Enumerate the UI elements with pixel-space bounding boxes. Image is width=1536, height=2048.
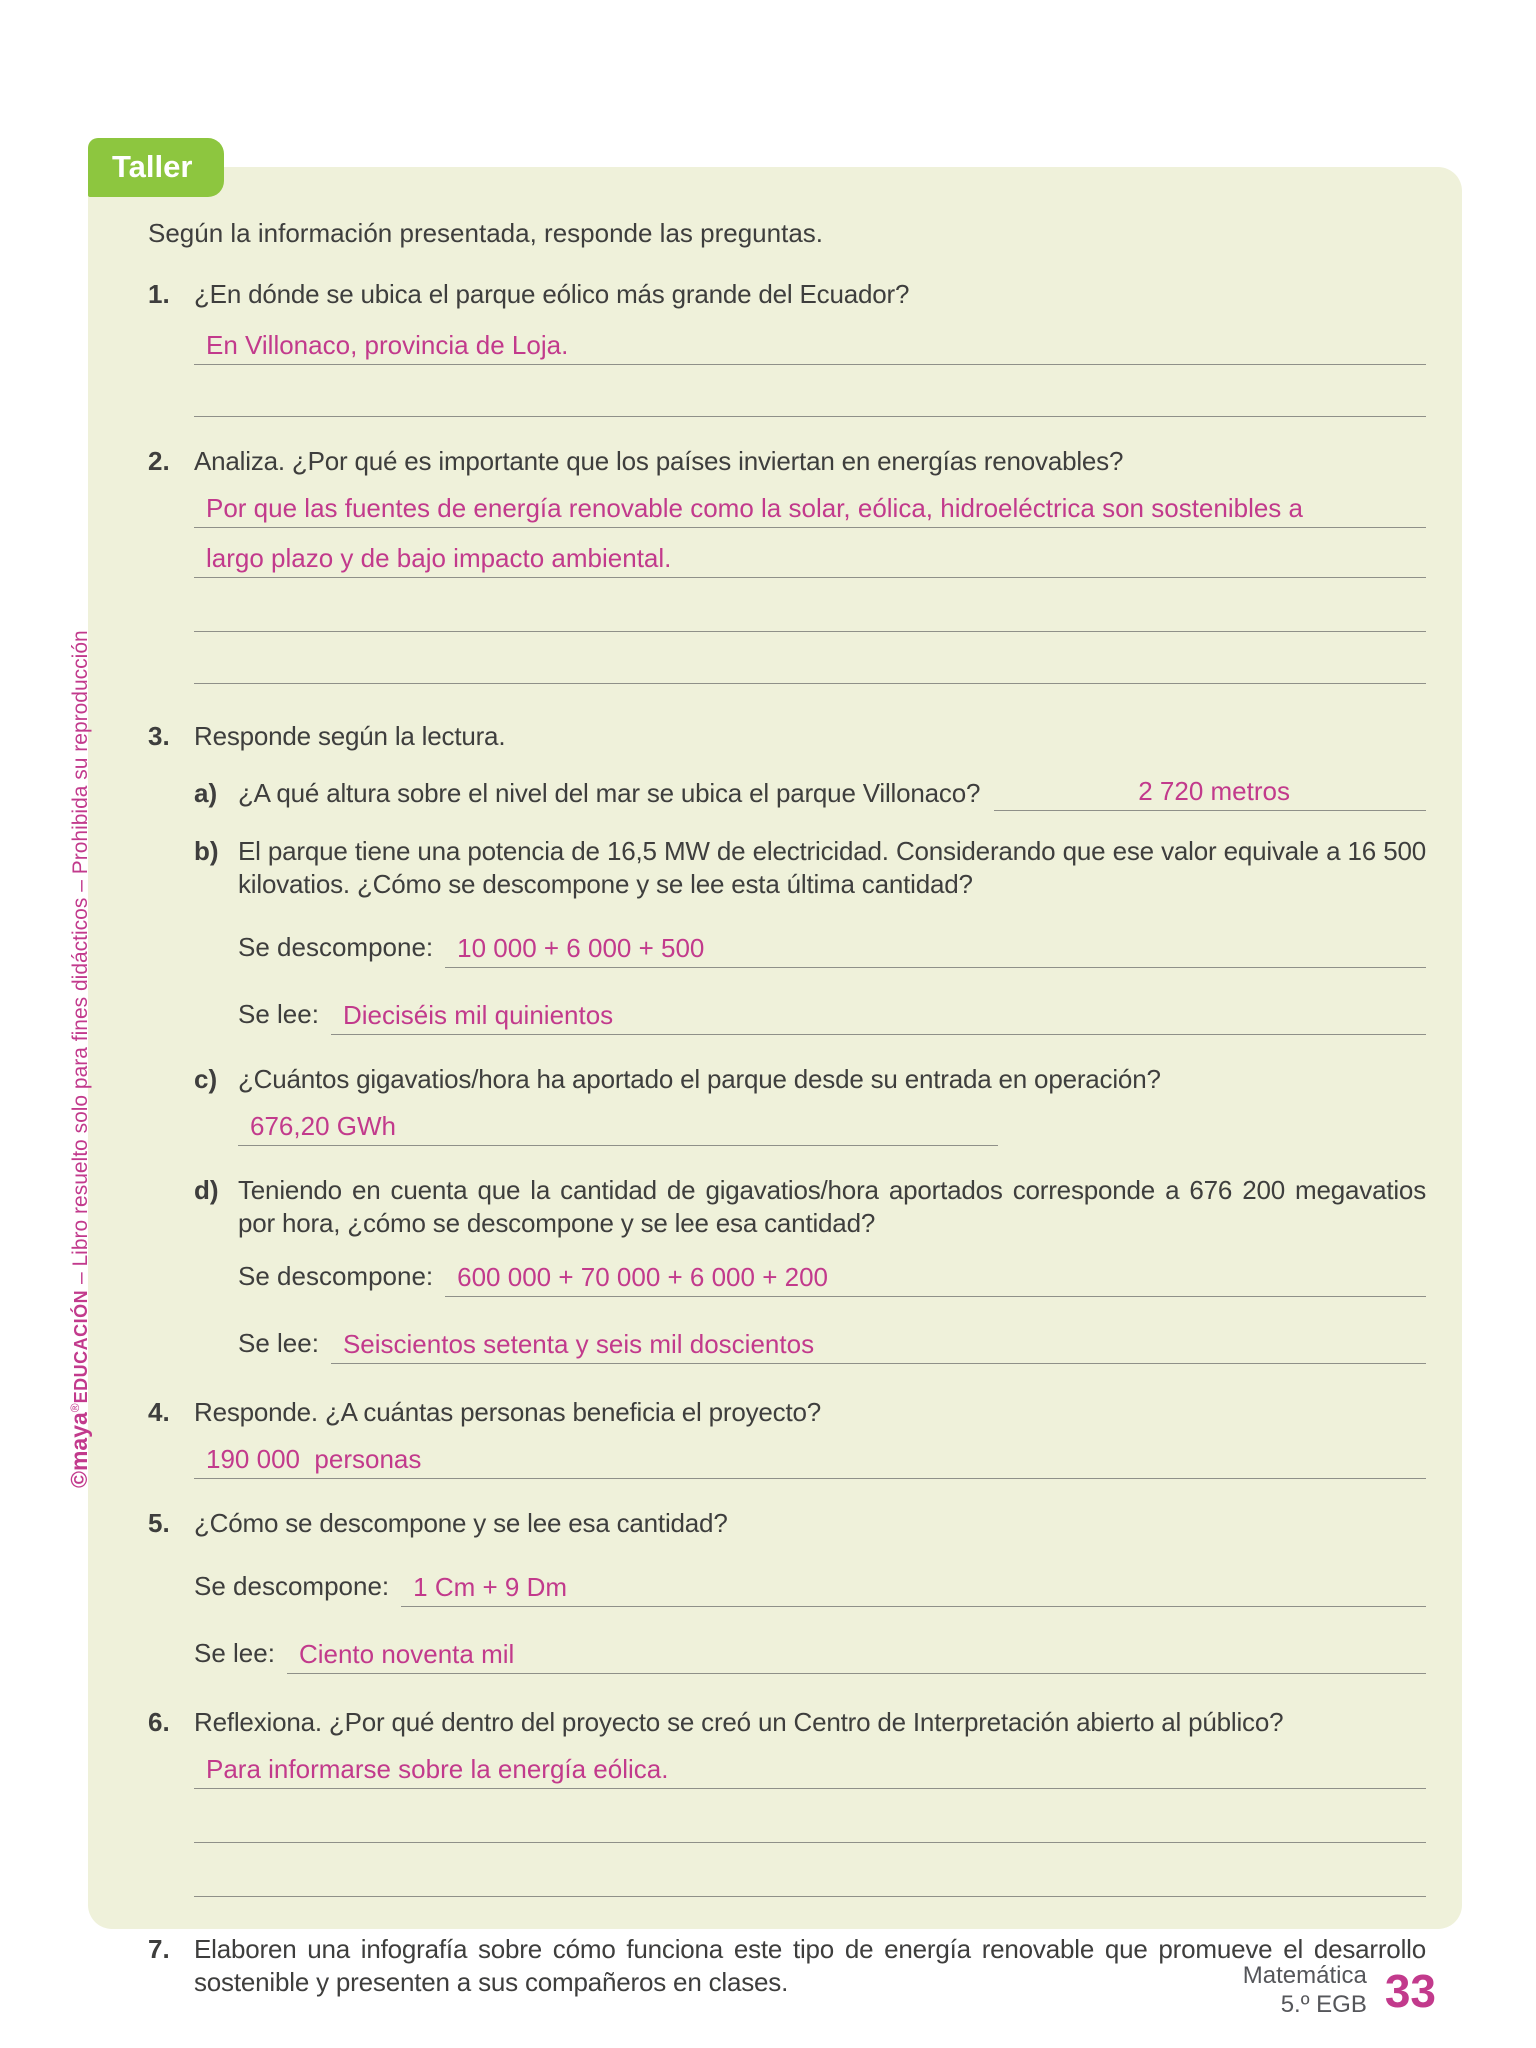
question-2-answer-line-empty-2	[194, 644, 1426, 684]
taller-badge	[88, 138, 224, 197]
question-3d-decompose-field	[238, 1254, 1426, 1297]
copyright-sidebar	[62, 630, 94, 1488]
question-6-number: 6.	[148, 1707, 170, 1737]
question-3-number: 3.	[148, 721, 170, 751]
question-2-answer-line-empty-1	[194, 592, 1426, 632]
footer-subject: Matemática	[1242, 1962, 1367, 1989]
question-4-text: Responde. ¿A cuántas personas beneficia el proyecto?	[194, 1397, 822, 1427]
question-5-read-label: Se lee:	[194, 1638, 275, 1668]
question-4-answer: 190 000 personas	[206, 1444, 422, 1474]
question-3b-text: El parque tiene una potencia de 16,5 MW de electricidad. Considerando que ese valor equivale a 16 500 kilovatios. ¿Cómo se descompone y se lee esta última cantidad?	[238, 836, 1426, 899]
question-3d-read-value: Seiscientos setenta y seis mil doscientos	[342, 1329, 815, 1359]
question-7	[148, 1933, 1426, 1999]
question-3a	[194, 777, 1426, 811]
question-3c-answer: 676,20 GWh	[250, 1111, 396, 1141]
question-7-number: 7.	[148, 1934, 170, 1964]
question-2-text: Analiza. ¿Por qué es importante que los países inviertan en energías renovables?	[194, 446, 1124, 476]
question-3b-read-field	[238, 992, 1426, 1035]
question-3b-read-label: Se lee:	[238, 999, 319, 1029]
question-3b-read-line	[331, 992, 1426, 1035]
footer-grade: 5.º EGB	[1280, 1990, 1367, 2018]
question-3b-read-value: Dieciséis mil quinientos	[342, 1000, 614, 1030]
question-3-text: Responde según la lectura.	[194, 721, 506, 751]
question-5-decompose-field	[194, 1564, 1426, 1607]
question-4-number: 4.	[148, 1397, 170, 1427]
question-3a-answer: 2 720 metros	[1138, 776, 1290, 806]
question-6-answer-line-empty-2	[194, 1857, 1426, 1897]
publisher-logo: ©maya	[66, 1412, 92, 1488]
question-2-answer-2: largo plazo y de bajo impacto ambiental.	[206, 543, 672, 573]
question-3b-decompose-field	[238, 925, 1426, 968]
question-1-number: 1.	[148, 279, 170, 309]
question-3d-decompose-value: 600 000 + 70 000 + 6 000 + 200	[457, 1262, 828, 1292]
question-2-number: 2.	[148, 446, 170, 476]
question-5-number: 5.	[148, 1508, 170, 1538]
page-footer	[1243, 1962, 1436, 2020]
question-5-decompose-line	[401, 1564, 1426, 1607]
question-1-answer-line-empty	[194, 377, 1426, 417]
question-6-answer-line-empty-1	[194, 1803, 1426, 1843]
question-5-read-value: Ciento noventa mil	[298, 1639, 515, 1669]
question-3b-letter: b)	[194, 836, 219, 866]
question-3c-answer-line	[238, 1106, 998, 1146]
question-3b-decompose-value: 10 000 + 6 000 + 500	[457, 933, 705, 963]
question-3d-read-field	[238, 1321, 1426, 1364]
question-2	[148, 445, 1426, 478]
question-7-text: Elaboren una infografía sobre cómo funciona este tipo de energía renovable que promueve el desarrollo sostenible y presenten a sus compañeros en clases.	[194, 1934, 1426, 1997]
question-3d-decompose-label: Se descompone:	[238, 1261, 434, 1291]
question-3c-text: ¿Cuántos gigavatios/hora ha aportado el parque desde su entrada en operación?	[238, 1064, 1161, 1094]
question-3a-answer-line	[994, 777, 1426, 811]
question-3d-decompose-line	[445, 1254, 1426, 1297]
question-1-answer-line	[194, 325, 1426, 365]
question-3d-read-label: Se lee:	[238, 1328, 319, 1358]
question-6	[148, 1706, 1426, 1739]
question-4-answer-line	[194, 1439, 1426, 1479]
question-1-answer: En Villonaco, provincia de Loja.	[206, 330, 569, 360]
publisher-name: EDUCACIÓN	[71, 1289, 91, 1404]
question-3a-letter: a)	[194, 778, 218, 808]
question-6-answer-line	[194, 1749, 1426, 1789]
question-3b-decompose-line	[445, 925, 1426, 968]
question-2-answer-line-2	[194, 538, 1426, 578]
question-2-answer-1: Por que las fuentes de energía renovable como la solar, eólica, hidroeléctrica son sostenibles a	[206, 493, 1303, 523]
question-1-text: ¿En dónde se ubica el parque eólico más grande del Ecuador?	[194, 279, 910, 309]
question-5-read-field	[194, 1631, 1426, 1674]
copyright-notice-text: – Libro resuelto solo para fines didácticos – Prohibida su reproducción	[69, 630, 92, 1290]
taller-badge-label: Taller	[112, 149, 193, 184]
question-3d	[194, 1174, 1426, 1240]
question-3	[148, 720, 1426, 753]
question-3b	[194, 835, 1426, 901]
question-5-decompose-label: Se descompone:	[194, 1571, 390, 1601]
question-3d-text: Teniendo en cuenta que la cantidad de gigavatios/hora aportados corresponde a 676 200 megavatios por hora, ¿cómo se descompone y se lee esa cantidad?	[238, 1175, 1426, 1238]
registered-mark: ®	[68, 1403, 82, 1413]
question-3d-letter: d)	[194, 1175, 219, 1205]
question-3c	[194, 1063, 1426, 1096]
question-3d-read-line	[331, 1321, 1426, 1364]
question-1	[148, 278, 1426, 311]
question-6-text: Reflexiona. ¿Por qué dentro del proyecto se creó un Centro de Interpretación abierto al público?	[194, 1707, 1284, 1737]
question-4	[148, 1396, 1426, 1429]
question-5-read-line	[287, 1631, 1426, 1674]
question-3c-letter: c)	[194, 1064, 218, 1094]
question-5	[148, 1507, 1426, 1540]
question-6-answer: Para informarse sobre la energía eólica.	[206, 1754, 669, 1784]
question-5-text: ¿Cómo se descompone y se lee esa cantidad?	[194, 1508, 728, 1538]
intro-text: Según la información presentada, responde las preguntas.	[148, 218, 823, 248]
question-2-answer-line-1	[194, 488, 1426, 528]
question-3b-decompose-label: Se descompone:	[238, 932, 434, 962]
footer-meta	[1243, 1962, 1367, 2020]
question-3a-text: ¿A qué altura sobre el nivel del mar se ubica el parque Villonaco?	[238, 778, 981, 808]
page-number: 33	[1384, 1964, 1436, 2017]
question-5-decompose-value: 1 Cm + 9 Dm	[413, 1572, 568, 1602]
